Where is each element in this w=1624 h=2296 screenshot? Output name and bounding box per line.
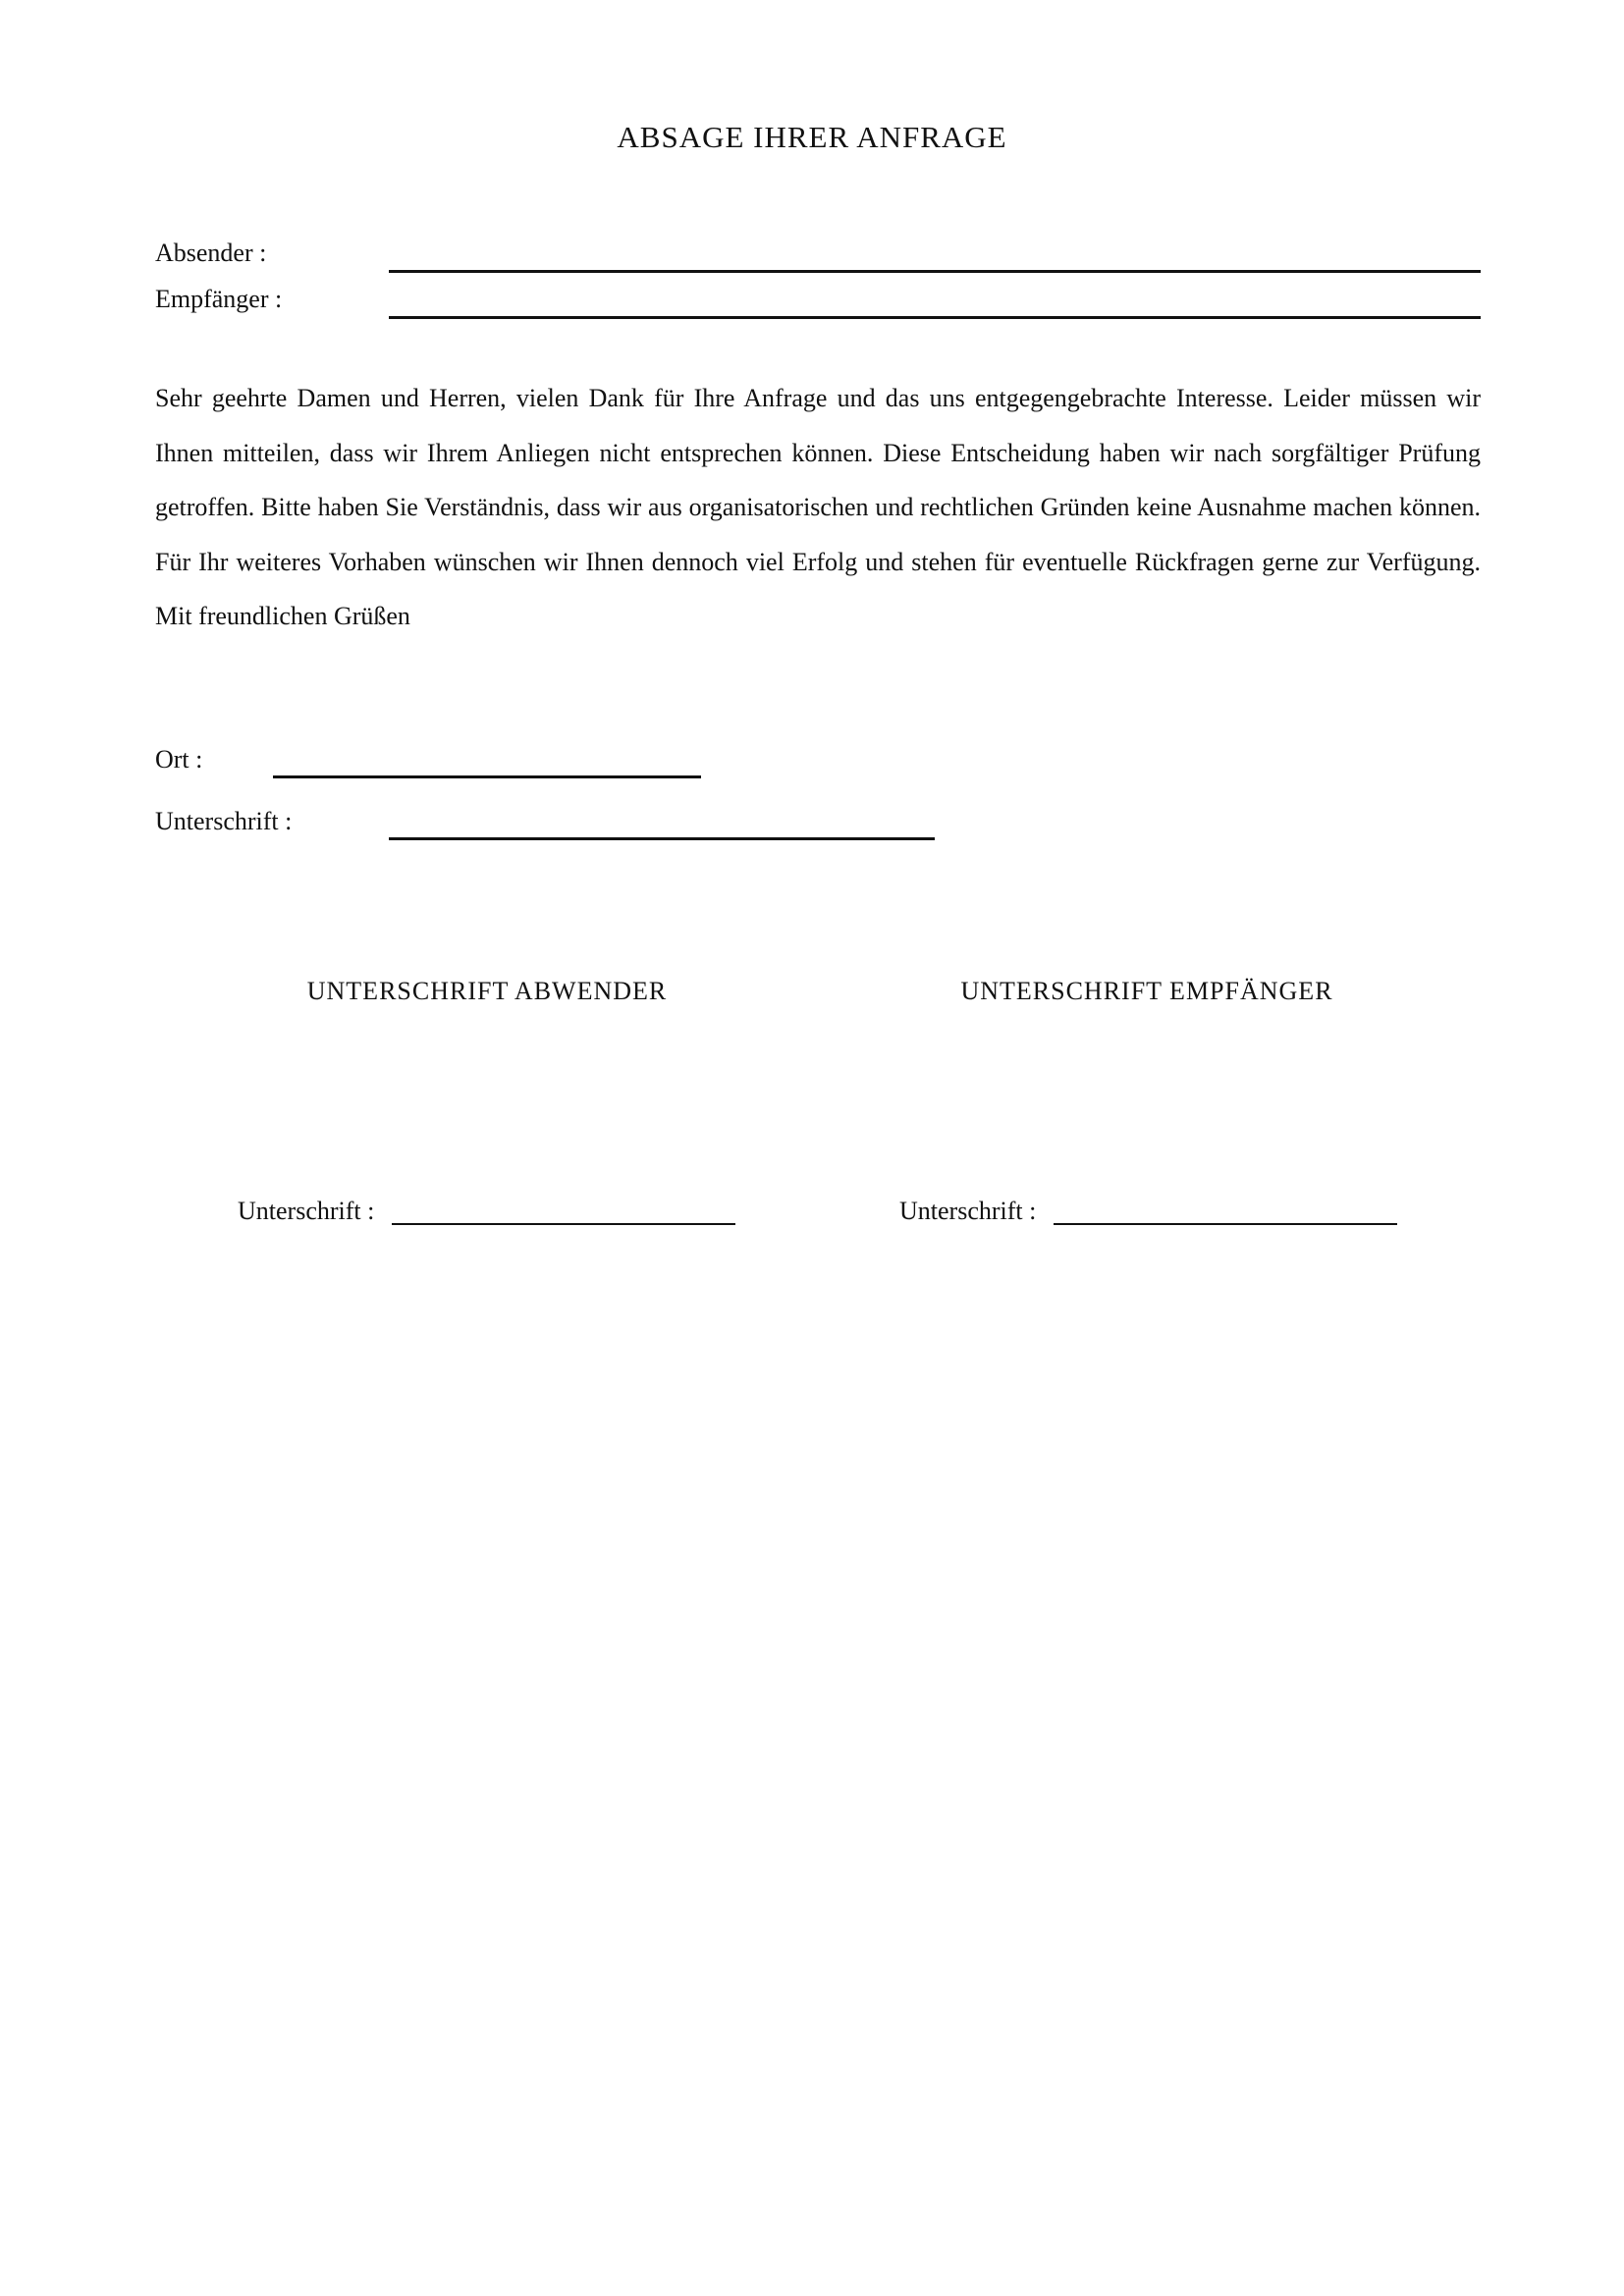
- sender-signature-heading: UNTERSCHRIFT ABWENDER: [306, 977, 668, 1005]
- recipient-signature-heading: UNTERSCHRIFT EMPFÄNGER: [960, 977, 1333, 1005]
- letter-body: Sehr geehrte Damen und Herren, vielen Dank für Ihre Anfrage und das uns entgegengebrachte Interesse. Leider müssen wir Ihnen mitteilen, dass wir Ihrem Anliegen nicht entsprechen können. Diese Entscheidung haben wir nach sorgfältiger Prüfung getroffen. Bitte haben Sie Verständnis, dass wir aus organisatorischen und rechtlichen Gründen keine Ausnahme machen können. Für Ihr weiteres Vorhaben wünschen wir Ihnen dennoch viel Erfolg und stehen für eventuelle Rückfragen gerne zur Verfügung. Mit freundlichen Grüßen: [155, 384, 1481, 630]
- recipient-label: Empfänger :: [155, 285, 283, 313]
- recipient-field-line[interactable]: [389, 316, 1481, 319]
- sender-signature-line-label: Unterschrift :: [238, 1197, 375, 1225]
- signature-field-line[interactable]: [389, 837, 935, 840]
- place-label: Ort :: [155, 745, 203, 774]
- recipient-signature-line[interactable]: [1054, 1223, 1397, 1225]
- sender-signature-line[interactable]: [392, 1223, 735, 1225]
- recipient-signature-line-label: Unterschrift :: [899, 1197, 1037, 1225]
- sender-field-line[interactable]: [389, 270, 1481, 273]
- signature-label: Unterschrift :: [155, 807, 293, 835]
- place-field-line[interactable]: [273, 775, 701, 778]
- sender-label: Absender :: [155, 239, 267, 267]
- document-title: ABSAGE IHRER ANFRAGE: [617, 120, 1007, 154]
